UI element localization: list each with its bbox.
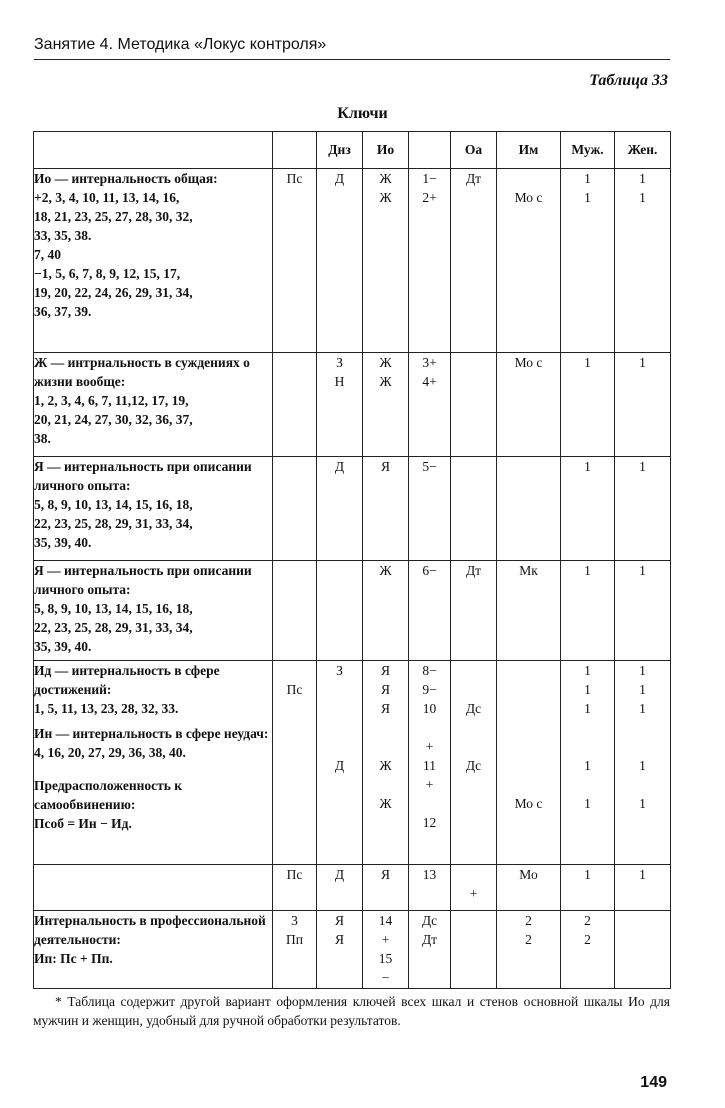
- key-value: З: [336, 663, 343, 678]
- key-value: Мо: [519, 867, 538, 882]
- key-value: [497, 756, 560, 775]
- key-cell: [615, 169, 671, 353]
- key-value: Мо с: [514, 355, 543, 370]
- scale-description: [34, 353, 273, 457]
- scale-title: Я — интернальность при описании личного опыта:: [34, 459, 252, 493]
- key-cell: [561, 661, 615, 865]
- key-value: [273, 353, 316, 372]
- key-value: [273, 457, 316, 476]
- key-value: Пп: [286, 932, 303, 947]
- header-row: [34, 132, 671, 169]
- key-value: 11: [423, 758, 436, 773]
- key-value: Ж: [379, 796, 392, 811]
- key-value: Ж: [379, 171, 392, 186]
- key-value: [615, 911, 670, 930]
- key-cell: [615, 911, 671, 989]
- key-value: [451, 911, 496, 930]
- key-cell: [317, 169, 363, 353]
- key-value: 2: [584, 913, 591, 928]
- key-value: 1: [639, 758, 646, 773]
- item-numbers: 19, 20, 22, 24, 26, 29, 31, 34,: [34, 285, 193, 300]
- key-value: 6−: [422, 563, 437, 578]
- key-cell: [363, 911, 409, 989]
- key-value: 1: [584, 701, 591, 716]
- key-value: [317, 737, 362, 756]
- item-numbers: 7, 40: [34, 247, 61, 262]
- scale-title: Ж — интрнальность в суждениях о жизни вообще:: [34, 355, 250, 389]
- key-cell: [451, 561, 497, 661]
- key-value: 1: [584, 867, 591, 882]
- key-value: Дт: [421, 932, 438, 947]
- key-value: [615, 775, 670, 794]
- key-value: [273, 561, 316, 580]
- table-number: Таблица 33: [589, 72, 668, 89]
- key-value: [561, 737, 614, 756]
- key-value: [451, 737, 496, 756]
- key-cell: [497, 457, 561, 561]
- key-cell: [561, 865, 615, 911]
- scale-title: Ио — интернальность общая:: [34, 171, 218, 186]
- key-cell: [561, 911, 615, 989]
- item-numbers: 22, 23, 25, 28, 29, 31, 33, 34,: [34, 620, 193, 635]
- key-value: 12: [422, 815, 437, 830]
- key-cell: [363, 661, 409, 865]
- key-cell: [273, 169, 317, 353]
- key-value: Пс: [286, 867, 303, 882]
- key-value: Дт: [465, 563, 482, 578]
- column-header: Оа: [451, 132, 497, 169]
- key-value: Ж: [379, 190, 392, 205]
- key-value: [451, 680, 496, 699]
- key-value: [561, 775, 614, 794]
- key-value: Дс: [465, 758, 482, 773]
- key-cell: [451, 911, 497, 989]
- key-value: [451, 457, 496, 476]
- item-numbers: Ип: Пс + Пп.: [34, 951, 113, 966]
- key-value: [497, 718, 560, 737]
- key-value: Ж: [379, 758, 392, 773]
- key-value: Я: [380, 459, 390, 474]
- key-value: 9−: [422, 682, 437, 697]
- key-cell: [451, 353, 497, 457]
- item-numbers: 20, 21, 24, 27, 30, 32, 36, 37,: [34, 412, 193, 427]
- key-value: Я: [380, 867, 390, 882]
- key-value: Д: [334, 459, 345, 474]
- key-value: [451, 718, 496, 737]
- scale-title: Предрасположенность к самообвинению:: [34, 778, 183, 812]
- key-value: 1: [639, 663, 646, 678]
- key-value: 2: [525, 913, 532, 928]
- scale-title: Ид — интернальность в сфере достижений:: [34, 663, 220, 697]
- scale-description: [34, 865, 273, 911]
- key-value: [497, 169, 560, 188]
- key-value: 3: [291, 913, 298, 928]
- key-value: [409, 794, 450, 813]
- key-value: [273, 661, 316, 680]
- key-value: З: [336, 355, 343, 370]
- key-value: 1: [584, 355, 591, 370]
- item-numbers: −1, 5, 6, 7, 8, 9, 12, 15, 17,: [34, 266, 181, 281]
- key-cell: [317, 353, 363, 457]
- page-number: 149: [640, 1074, 667, 1091]
- key-value: [317, 680, 362, 699]
- key-cell: [363, 169, 409, 353]
- table-row: [34, 911, 671, 989]
- key-value: +: [425, 777, 434, 792]
- key-value: Д: [334, 171, 345, 186]
- key-cell: [615, 865, 671, 911]
- key-cell: [273, 911, 317, 989]
- key-value: 1: [584, 682, 591, 697]
- key-value: 1: [639, 701, 646, 716]
- column-header: Жен.: [615, 132, 671, 169]
- key-value: [497, 775, 560, 794]
- key-value: Я: [380, 663, 390, 678]
- key-cell: [451, 169, 497, 353]
- key-value: 1−: [422, 171, 437, 186]
- key-value: 14: [378, 913, 393, 928]
- key-value: [615, 718, 670, 737]
- item-numbers: 22, 23, 25, 28, 29, 31, 33, 34,: [34, 516, 193, 531]
- key-cell: [561, 561, 615, 661]
- column-header: Днз: [317, 132, 363, 169]
- key-value: 1: [639, 459, 646, 474]
- key-value: Я: [380, 682, 390, 697]
- key-value: 1: [639, 563, 646, 578]
- key-value: 13: [422, 867, 437, 882]
- key-value: Я: [334, 932, 344, 947]
- key-value: [451, 353, 496, 372]
- key-value: Я: [380, 701, 390, 716]
- key-cell: [273, 561, 317, 661]
- running-header: Занятие 4. Методика «Локус контроля»: [34, 36, 327, 53]
- key-value: 15: [378, 951, 393, 966]
- key-value: Ж: [379, 563, 392, 578]
- key-cell: [409, 661, 451, 865]
- scale-title: Ин — интернальность в сфере неудач:: [34, 726, 269, 741]
- key-value: 1: [584, 758, 591, 773]
- key-value: [363, 737, 408, 756]
- key-value: 2: [525, 932, 532, 947]
- key-value: Пс: [286, 682, 303, 697]
- key-value: +: [469, 886, 478, 901]
- key-cell: [451, 661, 497, 865]
- scale-description: [34, 911, 273, 989]
- key-value: 1: [639, 355, 646, 370]
- key-cell: [317, 561, 363, 661]
- key-value: 1: [639, 796, 646, 811]
- key-value: 2: [584, 932, 591, 947]
- key-value: 1: [584, 663, 591, 678]
- key-value: Д: [334, 867, 345, 882]
- key-value: [317, 561, 362, 580]
- table-row: [34, 169, 671, 353]
- table-row: [34, 353, 671, 457]
- key-value: [451, 865, 496, 884]
- key-value: Дс: [421, 913, 438, 928]
- key-value: Пс: [286, 171, 303, 186]
- key-value: Мо с: [514, 190, 543, 205]
- key-cell: [615, 561, 671, 661]
- key-value: [409, 718, 450, 737]
- key-cell: [409, 457, 451, 561]
- key-value: Дт: [465, 171, 482, 186]
- column-header: Ио: [363, 132, 409, 169]
- key-cell: [273, 457, 317, 561]
- key-value: [497, 457, 560, 476]
- key-value: Мо с: [514, 796, 543, 811]
- key-value: +: [425, 739, 434, 754]
- key-cell: [497, 865, 561, 911]
- key-cell: [409, 353, 451, 457]
- column-header: [34, 132, 273, 169]
- key-value: 4+: [422, 374, 437, 389]
- scale-description: [34, 661, 273, 865]
- key-cell: [317, 457, 363, 561]
- item-numbers: 36, 37, 39.: [34, 304, 92, 319]
- column-header: [273, 132, 317, 169]
- key-cell: [317, 911, 363, 989]
- key-value: 1: [584, 459, 591, 474]
- key-cell: [317, 865, 363, 911]
- key-value: [615, 737, 670, 756]
- scale-description: [34, 561, 273, 661]
- key-cell: [561, 457, 615, 561]
- table-row: [34, 561, 671, 661]
- item-numbers: 18, 21, 23, 25, 27, 28, 30, 32,: [34, 209, 193, 224]
- table-row: [34, 661, 671, 865]
- key-value: [497, 661, 560, 680]
- key-value: 1: [639, 171, 646, 186]
- key-cell: [363, 353, 409, 457]
- scale-title: Я — интернальность при описании личного опыта:: [34, 563, 252, 597]
- item-numbers: 38.: [34, 431, 51, 446]
- key-value: 1: [639, 190, 646, 205]
- key-value: [363, 718, 408, 737]
- key-value: 1: [584, 796, 591, 811]
- table-caption: Ключи: [337, 105, 388, 122]
- key-value: 1: [584, 190, 591, 205]
- scale-description: [34, 457, 273, 561]
- key-value: [497, 737, 560, 756]
- key-cell: [451, 457, 497, 561]
- key-cell: [615, 457, 671, 561]
- item-numbers: 5, 8, 9, 10, 13, 14, 15, 16, 18,: [34, 497, 193, 512]
- key-cell: [615, 661, 671, 865]
- column-header: [409, 132, 451, 169]
- key-cell: [273, 865, 317, 911]
- key-value: 3+: [422, 355, 437, 370]
- key-cell: [561, 353, 615, 457]
- item-numbers: 35, 39, 40.: [34, 535, 92, 550]
- key-value: Я: [334, 913, 344, 928]
- key-value: 1: [639, 682, 646, 697]
- key-cell: [615, 353, 671, 457]
- key-cell: [273, 353, 317, 457]
- key-value: [317, 699, 362, 718]
- key-value: 1: [584, 563, 591, 578]
- key-cell: [497, 561, 561, 661]
- key-cell: [409, 865, 451, 911]
- key-cell: [497, 661, 561, 865]
- key-cell: [363, 561, 409, 661]
- key-value: Дс: [465, 701, 482, 716]
- key-value: [451, 661, 496, 680]
- key-value: [317, 718, 362, 737]
- key-value: [497, 699, 560, 718]
- header-rule: [34, 59, 670, 60]
- key-value: [561, 718, 614, 737]
- scale-description: [34, 169, 273, 353]
- key-value: 8−: [422, 663, 437, 678]
- key-cell: [497, 169, 561, 353]
- column-header: Муж.: [561, 132, 615, 169]
- key-cell: [409, 561, 451, 661]
- key-cell: [317, 661, 363, 865]
- table-row: [34, 865, 671, 911]
- item-numbers: 5, 8, 9, 10, 13, 14, 15, 16, 18,: [34, 601, 193, 616]
- key-value: 1: [584, 171, 591, 186]
- key-value: −: [381, 970, 390, 985]
- key-cell: [409, 169, 451, 353]
- item-numbers: +2, 3, 4, 10, 11, 13, 14, 16,: [34, 190, 180, 205]
- key-value: 2+: [422, 190, 437, 205]
- key-value: Д: [334, 758, 345, 773]
- item-numbers: Псоб = Ин − Ид.: [34, 816, 132, 831]
- item-numbers: 1, 5, 11, 13, 23, 28, 32, 33.: [34, 701, 179, 716]
- item-numbers: 4, 16, 20, 27, 29, 36, 38, 40.: [34, 745, 186, 760]
- key-value: [497, 680, 560, 699]
- key-cell: [273, 661, 317, 865]
- key-value: Н: [334, 374, 345, 389]
- key-cell: [561, 169, 615, 353]
- footnote: * Таблица содержит другой вариант оформления ключей всех шкал и стенов основной шкалы Ио для мужчин и женщин, удобный для ручной обработки результатов.: [33, 994, 670, 1028]
- key-value: Мк: [519, 563, 538, 578]
- key-value: [363, 775, 408, 794]
- key-cell: [363, 457, 409, 561]
- key-cell: [497, 911, 561, 989]
- table-row: [34, 457, 671, 561]
- key-value: Ж: [379, 355, 392, 370]
- key-cell: [451, 865, 497, 911]
- keys-table: [33, 131, 671, 989]
- key-value: Ж: [379, 374, 392, 389]
- key-cell: [409, 911, 451, 989]
- item-numbers: 35, 39, 40.: [34, 639, 92, 654]
- key-value: 5−: [422, 459, 437, 474]
- key-cell: [363, 865, 409, 911]
- key-value: 10: [422, 701, 437, 716]
- key-value: +: [381, 932, 390, 947]
- item-numbers: 1, 2, 3, 4, 6, 7, 11,12, 17, 19,: [34, 393, 189, 408]
- column-header: Им: [497, 132, 561, 169]
- key-cell: [497, 353, 561, 457]
- key-value: 1: [639, 867, 646, 882]
- scale-title: Интернальность в профессиональной деятельности:: [34, 913, 266, 947]
- item-numbers: 33, 35, 38.: [34, 228, 92, 243]
